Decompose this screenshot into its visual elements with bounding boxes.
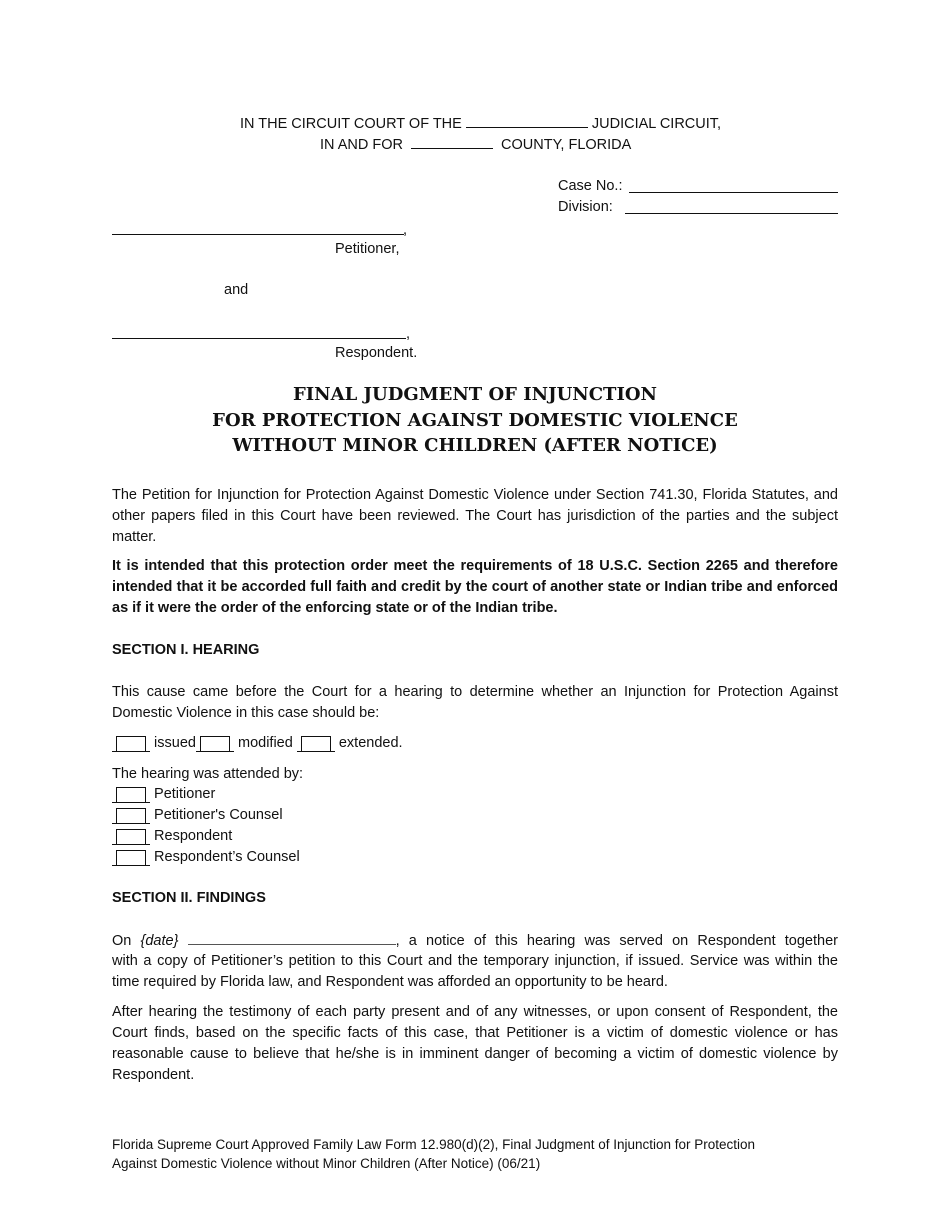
county-line-post: COUNTY, FLORIDA (501, 137, 632, 153)
attendee-row (112, 826, 232, 847)
petitioner-name-field[interactable] (112, 234, 404, 235)
date-placeholder: {date} (140, 933, 179, 949)
extended-label: extended. (338, 735, 403, 751)
modified-label: modified (237, 735, 293, 751)
notice-first-line (112, 930, 838, 952)
modified-checkbox[interactable] (196, 735, 234, 752)
county-line-pre: IN AND FOR (320, 137, 403, 153)
case-number-field[interactable] (629, 192, 838, 193)
case-number-row (558, 176, 622, 196)
court-line-post: JUDICIAL CIRCUIT, (591, 116, 722, 132)
attendee-label: Respondent’s Counsel (154, 849, 300, 865)
respondent-comma: , (406, 326, 411, 342)
county-line (320, 134, 631, 155)
on-label: On (112, 933, 132, 949)
title-line-3: WITHOUT MINOR CHILDREN (AFTER NOTICE) (232, 435, 718, 456)
attendee-respondent-checkbox[interactable] (112, 828, 150, 845)
respondent-name-field[interactable] (112, 338, 406, 339)
notice-line1-rest: , a notice of this hearing was served on Respondent together (395, 933, 838, 949)
intro-paragraph: The Petition for Injunction for Protection Against Domestic Violence under Section 741.30, Florida Statutes, and other papers filed in this Court have been reviewed. The Court has jurisdiction of the parties and the subject matter. (112, 487, 838, 545)
issued-label: issued (154, 735, 196, 751)
division-row (558, 197, 613, 217)
footer-line-1: Florida Supreme Court Approved Family Law Form 12.980(d)(2), Final Judgment of Injunction for Protection (112, 1137, 756, 1152)
attendee-row (112, 805, 283, 826)
notice-paragraph-rest: with a copy of Petitioner’s petition to this Court and the temporary injunction, if issued. Service was within the time required by Florida law, and Respondent was afforded an opportunity to be heard. (112, 953, 838, 990)
findings-paragraph: After hearing the testimony of each party present and of any witnesses, or upon consent of Respondent, the Court finds, based on the specific facts of this case, that Petitioner is a victim of domestic violence or has reasonable cause to believe that he/she is in imminent danger of becoming a victim of domestic violence by Respondent. (112, 1004, 838, 1083)
division-field[interactable] (625, 213, 838, 214)
petitioner-comma: , (403, 222, 408, 238)
form-footer (112, 1135, 755, 1173)
section-2-heading: SECTION II. FINDINGS (112, 890, 266, 906)
county-blank[interactable] (411, 134, 493, 149)
attendee-row (112, 847, 300, 868)
court-line-pre: IN THE CIRCUIT COURT OF THE (240, 116, 462, 132)
attendee-petitioner-checkbox[interactable] (112, 786, 150, 803)
full-faith-credit-paragraph: It is intended that this protection order meet the requirements of 18 U.S.C. Section 2265 and therefore intended that it be accorded full faith and credit by the court of another state or Indian tribe and enforced as if it were the order of the enforcing state or of the Indian tribe. (112, 558, 838, 616)
injunction-options-row (112, 733, 403, 754)
division-label: Division: (558, 199, 613, 215)
respondent-label: Respondent. (335, 345, 418, 361)
title-line-1: FINAL JUDGMENT OF INJUNCTION (292, 384, 658, 405)
court-line (240, 113, 721, 134)
title-line-2: FOR PROTECTION AGAINST DOMESTIC VIOLENCE (212, 409, 738, 431)
attendee-label: Respondent (154, 828, 233, 844)
attendee-label: Petitioner's Counsel (154, 807, 283, 823)
attendee-row (112, 784, 215, 805)
extended-checkbox[interactable] (297, 735, 335, 752)
attended-label: The hearing was attended by: (112, 766, 304, 782)
footer-line-2: Against Domestic Violence without Minor Children (After Notice) (06/21) (112, 1156, 541, 1171)
attendee-label: Petitioner (154, 786, 216, 802)
issued-checkbox[interactable] (112, 735, 150, 752)
attendee-petitioner-counsel-checkbox[interactable] (112, 807, 150, 824)
and-label: and (224, 282, 249, 298)
section-1-paragraph: This cause came before the Court for a hearing to determine whether an Injunction for Protection Against Domestic Violence in this case should be: (112, 684, 838, 721)
judicial-circuit-blank[interactable] (466, 113, 588, 128)
date-field[interactable] (188, 930, 396, 945)
section-1-heading: SECTION I. HEARING (112, 642, 260, 658)
attendee-respondent-counsel-checkbox[interactable] (112, 849, 150, 866)
case-number-label: Case No.: (558, 178, 623, 194)
document-title (112, 382, 838, 459)
petitioner-label: Petitioner, (335, 241, 400, 257)
